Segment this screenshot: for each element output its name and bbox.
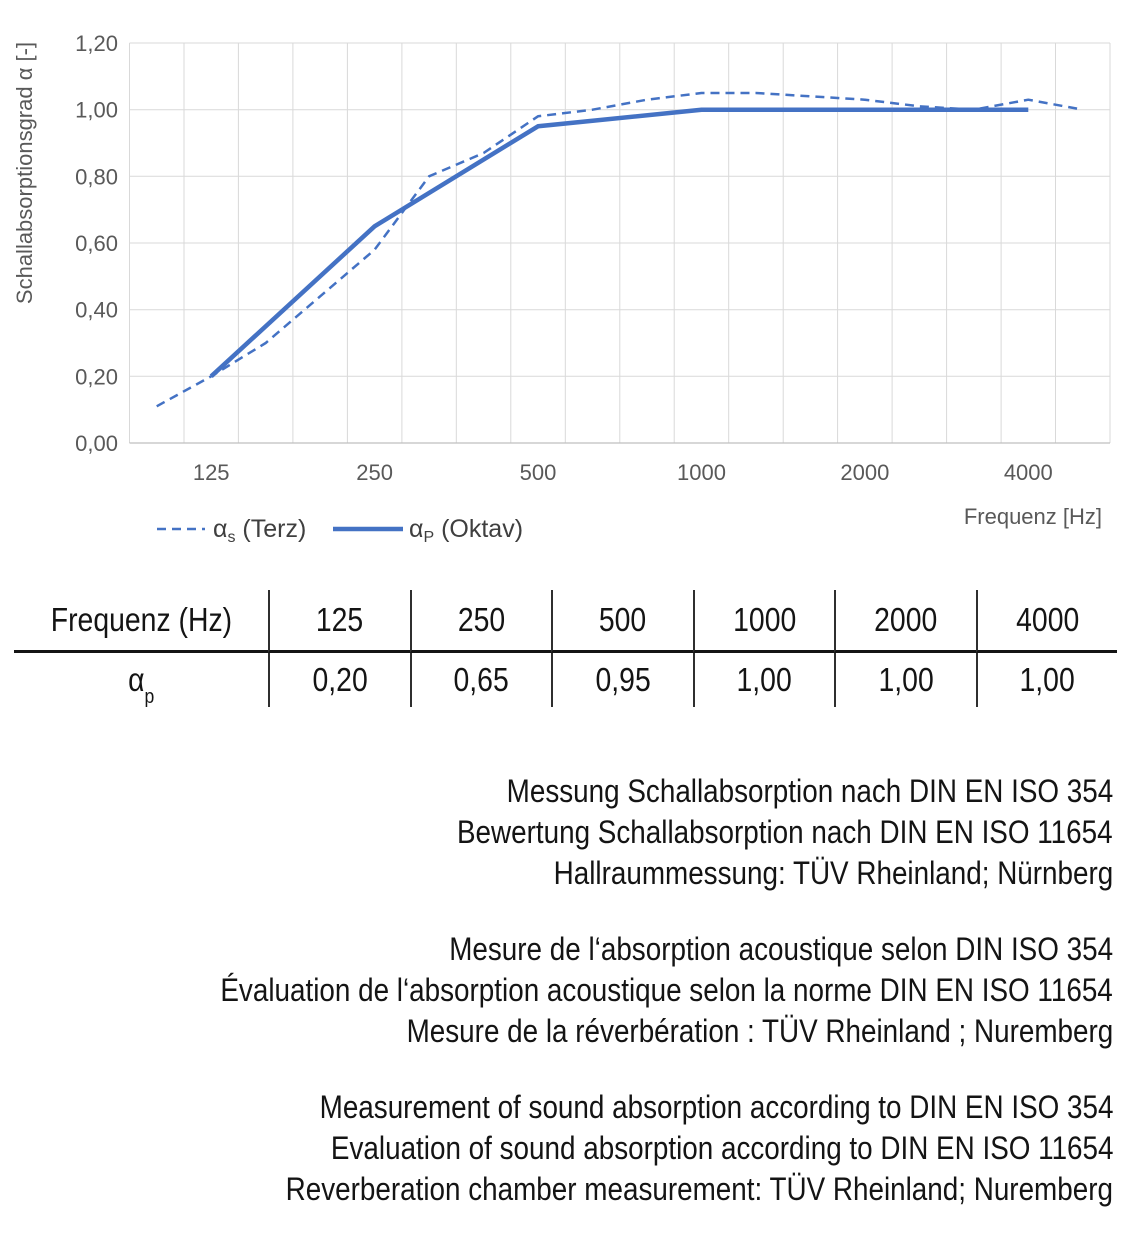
note-english [0,1087,1113,1210]
absorption-table [14,590,1117,707]
legend-label: $\alpha_P$ (Oktav) [409,515,524,546]
y-tick-label: 0,60 [75,231,118,256]
note-french [0,929,1113,1052]
y-tick-labels [75,31,118,456]
note-line: Measurement of sound absorption according to DIN EN ISO 354 [319,1089,1113,1125]
x-tick-labels [193,460,1053,485]
note-line: Reverberation chamber measurement: TÜV Rheinland; Nuremberg [285,1171,1113,1207]
table-value-4000: 1,00 [976,653,1118,707]
note-line: Hallraummessung: TÜV Rheinland; Nürnberg [553,855,1113,891]
y-tick-label: 0,80 [75,164,118,190]
note-line: Mesure de l‘absorption acoustique selon DIN ISO 354 [449,931,1113,967]
x-tick-label: 125 [192,460,230,485]
table-header-2000: 2000 [834,590,976,653]
table-header-250: 250 [410,590,552,653]
note-line: Évaluation de l‘absorption acoustique selon la norme DIN EN ISO 11654 [220,972,1113,1008]
table-header-500: 500 [551,590,693,653]
absorption-chart [0,0,1135,560]
note-line: Mesure de la réverbération : TÜV Rheinland ; Nuremberg [406,1013,1113,1049]
y-tick-label: 1,20 [75,31,118,56]
table-header-1000: 1000 [693,590,835,653]
note-line: Messung Schallabsorption nach DIN EN ISO 354 [506,773,1113,809]
table-header-125: 125 [268,590,410,653]
note-line: Bewertung Schallabsorption nach DIN EN ISO 11654 [457,814,1113,850]
x-tick-label: 1000 [677,460,726,485]
y-tick-label: 0,20 [75,364,118,390]
y-tick-label: 0,00 [75,431,118,456]
table-value-250: 0,65 [410,653,552,707]
note-line: Evaluation of sound absorption according to DIN EN ISO 11654 [330,1130,1113,1166]
x-tick-label: 500 [519,460,557,485]
x-axis-title: Frequenz [Hz] [963,504,1102,529]
table-value-125: 0,20 [268,653,410,707]
y-tick-label: 1,00 [75,97,118,123]
note-german [0,771,1113,894]
table-header-frequency: Frequenz (Hz) [14,590,268,653]
x-tick-label: 2000 [840,460,890,485]
y-tick-label: 0,40 [75,297,118,323]
table-value-2000: 1,00 [834,653,976,707]
table-row-label-alpha-p: $\alpha_p$ [127,661,155,709]
table-header-4000: 4000 [976,590,1118,653]
y-axis-title: Schallabsorptionsgrad α [-] [12,41,37,305]
legend-label: $\alpha_s$ (Terz) [213,515,307,546]
x-tick-label: 4000 [1003,460,1053,485]
x-tick-label: 250 [356,460,393,485]
table-value-1000: 1,00 [693,653,835,707]
table-value-500: 0,95 [551,653,693,707]
gridlines [130,43,1111,443]
